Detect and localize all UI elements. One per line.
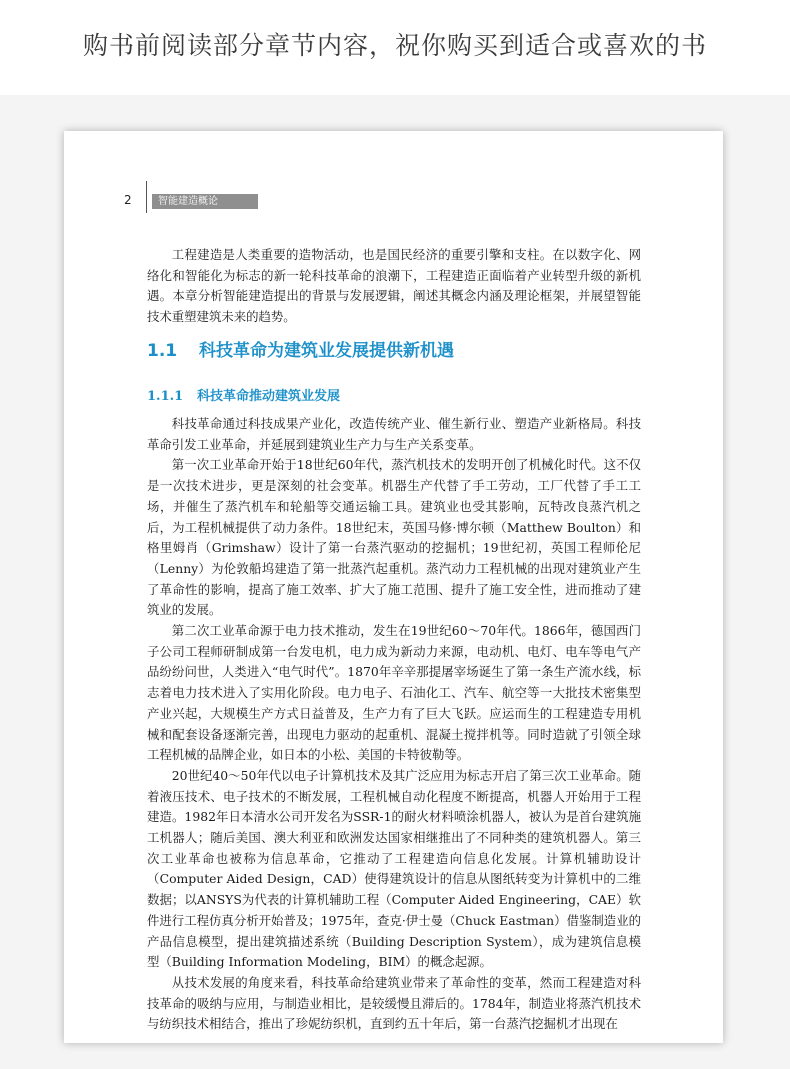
subsection-number: 1.1.1	[147, 389, 184, 404]
paragraph: 第一次工业革命开始于18世纪60年代，蒸汽机技术的发明开创了机械化时代。这不仅是一次技术进步，更是深刻的社会变革。机器生产代替了手工劳动，工厂代替了手工工场，并催生了蒸汽机车和轮船等交通运输工具。建筑业也受其影响，瓦特改良蒸汽机之后，为工程机械提供了动力条件。18世纪末，英国马修·博尔顿（Matthew Boulton）和格里姆肖（Grimshaw）设计了第一台蒸汽驱动的挖掘机；19世纪初，英国工程师伦尼（Lenny）为伦敦船坞建造了第一批蒸汽起重机。蒸汽动力工程机械的出现对建筑业产生了革命性的影响，提高了施工效率、扩大了施工范围、提升了施工安全性，进而推动了建筑业的发展。	[147, 457, 641, 618]
top-banner	[0, 0, 790, 95]
subsection-title: 科技革命推动建筑业发展	[197, 389, 341, 404]
book-page	[64, 131, 723, 1043]
section-heading	[147, 336, 641, 361]
page-number: 2	[124, 193, 132, 207]
paragraph: 从技术发展的角度来看，科技革命给建筑业带来了革命性的变革，然而工程建造对科技革命的吸纳与应用，与制造业相比，是较缓慢且滞后的。1784年，制造业将蒸汽机技术与纺织技术相结合，推出了珍妮纺织机，直到约五十年后，第一台蒸汽挖掘机才出现在	[147, 974, 641, 1032]
section-title: 科技革命为建筑业发展提供新机遇	[199, 341, 454, 361]
section-number: 1.1	[147, 341, 178, 361]
banner-title: 购书前阅读部分章节内容，祝你购买到适合或喜欢的书	[82, 31, 707, 60]
intro-text: 工程建造是人类重要的造物活动，也是国民经济的重要引擎和支柱。在以数字化、网络化和智能化为标志的新一轮科技革命的浪潮下，工程建造正面临着产业转型升级的新机遇。本章分析智能建造提出的背景与发展逻辑，阐述其概念内涵及理论框架，并展望智能技术重塑建筑未来的趋势。	[147, 247, 641, 325]
body-paragraphs	[147, 414, 641, 1035]
running-head	[64, 181, 723, 213]
chapter-tab: 智能建造概论	[152, 194, 258, 209]
subsection-heading	[147, 385, 641, 404]
paragraph: 第二次工业革命源于电力技术推动，发生在19世纪60～70年代。1866年，德国西门子公司工程师研制成第一台发电机，电力成为新动力来源，电动机、电灯、电车等电气产品纷纷问世，人类进入“电气时代”。1870年辛辛那提屠宰场诞生了第一条生产流水线，标志着电力技术进入了实用化阶段。电力电子、石油化工、汽车、航空等一大批技术密集型产业兴起，大规模生产方式日益普及，生产力有了巨大飞跃。应运而生的工程建造专用机械和配套设备逐渐完善，出现电力驱动的起重机、混凝土搅拌机等。同时造就了引领全球工程机械的品牌企业，如日本的小松、美国的卡特彼勒等。	[147, 623, 641, 763]
intro-paragraph	[147, 245, 641, 328]
paragraph: 20世纪40～50年代以电子计算机技术及其广泛应用为标志开启了第三次工业革命。随着液压技术、电子技术的不断发展，工程机械自动化程度不断提高，机器人开始用于工程建造。1982年日本清水公司开发名为SSR-1的耐火材料喷涂机器人，被认为是首台建筑施工机器人；随后美国、澳大利亚和欧洲发达国家相继推出了不同种类的建筑机器人。第三次工业革命也被称为信息革命，它推动了工程建造向信息化发展。计算机辅助设计（Computer Aided Design，CAD）使得建筑设计的信息从图纸转变为计算机中的二维数据；以ANSYS为代表的计算机辅助工程（Computer Aided Engineering，CAE）软件进行工程仿真分析开始普及；1975年，查克·伊士曼（Chuck Eastman）借鉴制造业的产品信息模型，提出建筑描述系统（Building Description System），成为建筑信息模型（Building Information Modeling，BIM）的概念起源。	[147, 767, 641, 970]
header-rule	[146, 181, 147, 213]
paragraph: 科技革命通过科技成果产业化，改造传统产业、催生新行业、塑造产业新格局。科技革命引发工业革命，并延展到建筑业生产力与生产关系变革。	[147, 416, 641, 452]
